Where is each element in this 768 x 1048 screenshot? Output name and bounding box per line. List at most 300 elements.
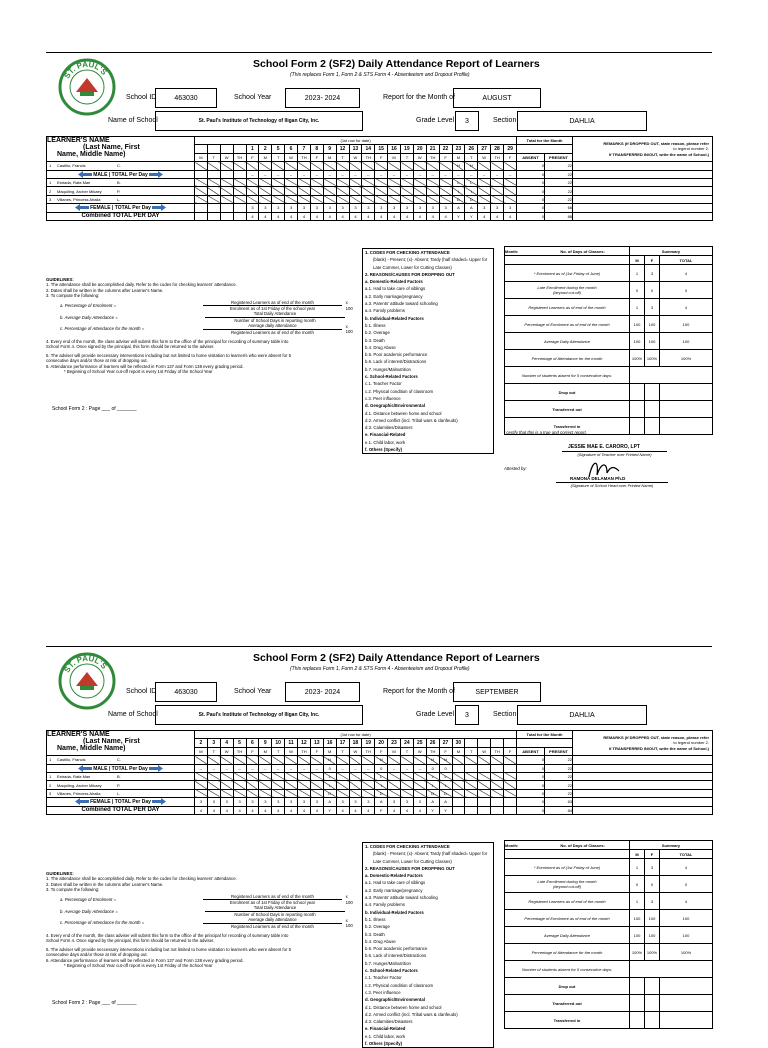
attendance-cell[interactable]	[452, 756, 465, 764]
attendance-cell[interactable]: D	[439, 789, 452, 797]
report-month-value: SEPTEMBER	[453, 682, 541, 702]
attendance-cell[interactable]	[413, 781, 426, 789]
legend-line: a.3. Parents' attitude toward schooling	[365, 895, 438, 901]
learner-row	[47, 162, 517, 170]
attendance-cell[interactable]	[233, 195, 246, 203]
attendance-cell[interactable]	[259, 789, 272, 797]
attendance-cell[interactable]	[195, 756, 208, 764]
attendance-cell[interactable]: L	[452, 178, 465, 186]
attendance-cell[interactable]	[388, 162, 401, 170]
school-id-label: School ID	[126, 94, 157, 101]
attendance-cell[interactable]: D	[323, 789, 336, 797]
date-cell: 20	[413, 145, 426, 153]
attendance-cell[interactable]	[310, 195, 323, 203]
attendance-cell[interactable]: I	[465, 187, 478, 195]
page-footer: School Form 2 : Page ___ of _______	[52, 405, 137, 412]
attendance-cell[interactable]	[504, 789, 517, 797]
attendance-cell[interactable]	[272, 772, 285, 780]
attendance-cell[interactable]	[401, 781, 414, 789]
attendance-cell[interactable]	[336, 789, 349, 797]
attendance-cell[interactable]	[310, 187, 323, 195]
attendance-cell[interactable]	[336, 162, 349, 170]
attendance-cell[interactable]	[323, 187, 336, 195]
certify-text: I certify that this is a true and correct report.	[504, 430, 587, 435]
attendance-cell[interactable]: L	[375, 772, 388, 780]
attendance-cell[interactable]	[478, 178, 491, 186]
learner-row	[47, 772, 517, 780]
attendance-cell[interactable]	[478, 187, 491, 195]
attendance-cell[interactable]: H	[426, 756, 439, 764]
attendance-cell[interactable]	[323, 195, 336, 203]
date-cell: 8	[310, 145, 323, 153]
attendance-cell[interactable]	[491, 789, 504, 797]
attendance-cell[interactable]	[362, 781, 375, 789]
attendance-cell[interactable]	[349, 781, 362, 789]
date-cell: 24	[401, 739, 414, 747]
learner-name-cell: 1 Estrada, Rafa Mae B.	[47, 178, 195, 186]
attendance-cell[interactable]	[195, 781, 208, 789]
legend-line: b.7. Hunger/Malnutrition	[365, 366, 411, 372]
attendance-cell[interactable]	[465, 756, 478, 764]
attendance-cell[interactable]	[401, 756, 414, 764]
section-label: Section	[493, 711, 517, 718]
attendance-cell[interactable]	[246, 789, 259, 797]
attendance-cell[interactable]	[207, 772, 220, 780]
attendance-cell[interactable]	[413, 162, 426, 170]
attendance-cell[interactable]	[504, 756, 517, 764]
attendance-cell[interactable]	[349, 195, 362, 203]
attendance-cell[interactable]	[401, 162, 414, 170]
attendance-cell[interactable]	[375, 162, 388, 170]
attendance-cell[interactable]: H	[465, 162, 478, 170]
remarks-cell[interactable]	[573, 178, 713, 186]
attendance-cell[interactable]	[207, 178, 220, 186]
attendance-cell[interactable]	[336, 756, 349, 764]
attendance-cell[interactable]	[285, 789, 298, 797]
attendance-cell[interactable]	[310, 789, 323, 797]
combined-total-cell: 4	[388, 212, 401, 220]
day-cell: T	[336, 747, 349, 755]
attendance-cell[interactable]	[478, 781, 491, 789]
attendance-cell[interactable]	[220, 187, 233, 195]
attendance-cell[interactable]	[259, 772, 272, 780]
attendance-cell[interactable]	[388, 195, 401, 203]
attendance-cell[interactable]	[220, 195, 233, 203]
attendance-cell[interactable]	[478, 789, 491, 797]
attendance-cell[interactable]	[504, 187, 517, 195]
attendance-cell[interactable]	[233, 162, 246, 170]
legend-line: 1. CODES FOR CHECKING ATTENDANCE	[365, 250, 450, 255]
attendance-cell[interactable]: I	[375, 781, 388, 789]
day-cell: F	[310, 747, 323, 755]
date-cell: 30	[452, 739, 465, 747]
attendance-cell[interactable]	[310, 756, 323, 764]
absent-total-cell: 0	[517, 170, 545, 178]
attendance-cell[interactable]	[246, 162, 259, 170]
attendance-cell[interactable]	[233, 756, 246, 764]
legend-line: b.2. Overage	[365, 330, 390, 336]
attendance-cell[interactable]	[362, 772, 375, 780]
male-total-row	[47, 764, 517, 772]
legend-line: (blank) - Present; (x)- Absent; Tardy (half shaded= Upper for	[373, 257, 488, 263]
summary-table: Month: No. of Days of Classes: Summary M F TOTAL * Enrolment as of (1st Friday of June) 1 3 4 Late Enrollment during the month (beyond cut-off) 0 0 0 Registered Learners as of end of the month 1 3 4 Percentage of Enrolment as of end of the month 100 100 100 Average Daily Attendance 100 100 100 Percentage of Attendance for the month 100% 100% 100% Number of students absent for 5 consecutive days: Drop out Transferred out Transferred in	[504, 840, 713, 1029]
attendance-cell[interactable]	[401, 789, 414, 797]
day-cell: T	[336, 153, 349, 161]
attendance-cell[interactable]: L	[439, 772, 452, 780]
attendance-cell[interactable]	[439, 195, 452, 203]
attendance-cell[interactable]	[336, 195, 349, 203]
attendance-cell[interactable]	[349, 162, 362, 170]
summary-row: Late Enrollment during the month (beyond cut-off) 0 0 0	[505, 876, 713, 893]
attendance-cell[interactable]	[285, 781, 298, 789]
remarks-cell[interactable]	[573, 212, 713, 220]
learner-row	[47, 756, 517, 764]
attendance-cell[interactable]	[207, 195, 220, 203]
attendance-cell[interactable]	[298, 756, 311, 764]
attendance-cell[interactable]	[207, 162, 220, 170]
attendance-cell[interactable]	[388, 772, 401, 780]
attendance-cell[interactable]	[452, 772, 465, 780]
attendance-cell[interactable]	[207, 781, 220, 789]
combined-total-cell: 4	[439, 212, 452, 220]
attendance-cell[interactable]	[259, 162, 272, 170]
remarks-row	[517, 187, 713, 195]
male-total-cell: --	[220, 764, 233, 772]
attendance-cell[interactable]	[285, 756, 298, 764]
attendance-cell[interactable]: I	[426, 781, 439, 789]
attendance-cell[interactable]: D	[426, 789, 439, 797]
attendance-cell[interactable]	[336, 187, 349, 195]
day-cell: T	[401, 153, 414, 161]
attendance-cell[interactable]	[426, 162, 439, 170]
day-cell: W	[413, 747, 426, 755]
attendance-cell[interactable]	[362, 187, 375, 195]
day-cell: M	[259, 153, 272, 161]
attendance-cell[interactable]	[362, 789, 375, 797]
attendance-cell[interactable]: L	[465, 178, 478, 186]
female-total-cell: A	[439, 798, 452, 806]
attendance-cell[interactable]: D	[465, 195, 478, 203]
attendance-cell[interactable]	[298, 162, 311, 170]
attendance-cell[interactable]	[413, 195, 426, 203]
male-total-cell: 0	[426, 764, 439, 772]
attendance-cell[interactable]	[465, 789, 478, 797]
attendance-cell[interactable]	[439, 187, 452, 195]
attendance-cell[interactable]	[349, 756, 362, 764]
female-total-cell: 3	[388, 204, 401, 212]
attendance-cell[interactable]	[349, 187, 362, 195]
attendance-cell[interactable]: I	[439, 781, 452, 789]
attendance-cell[interactable]	[220, 756, 233, 764]
attendance-cell[interactable]	[491, 772, 504, 780]
attendance-cell[interactable]	[426, 187, 439, 195]
attendance-cell[interactable]	[246, 756, 259, 764]
attendance-cell[interactable]	[298, 772, 311, 780]
attendance-cell[interactable]: I	[452, 187, 465, 195]
attendance-cell[interactable]	[349, 789, 362, 797]
male-total-cell: --	[272, 764, 285, 772]
attendance-cell[interactable]	[478, 756, 491, 764]
remarks-cell[interactable]	[573, 756, 713, 764]
combined-total-cell: Y	[323, 806, 336, 814]
attendance-cell[interactable]	[272, 781, 285, 789]
attendance-cell[interactable]	[285, 187, 298, 195]
day-cell: F	[504, 153, 517, 161]
attendance-cell[interactable]	[285, 772, 298, 780]
day-cell: W	[349, 747, 362, 755]
remarks-cell[interactable]	[573, 764, 713, 772]
date-cell: 28	[491, 145, 504, 153]
attendance-cell[interactable]	[220, 178, 233, 186]
combined-total-cell: 4	[246, 212, 259, 220]
attendance-cell[interactable]	[504, 178, 517, 186]
attendance-cell[interactable]	[298, 187, 311, 195]
attendance-cell[interactable]	[246, 195, 259, 203]
attendance-cell[interactable]	[310, 772, 323, 780]
present-total-cell: 22	[545, 772, 573, 780]
male-total-cell: 0	[375, 764, 388, 772]
remarks-row	[517, 212, 713, 220]
male-total-cell: --	[259, 764, 272, 772]
male-total-cell: --	[323, 170, 336, 178]
attendance-cell[interactable]	[362, 162, 375, 170]
attendance-cell[interactable]	[285, 195, 298, 203]
remarks-cell[interactable]	[573, 162, 713, 170]
attendance-cell[interactable]	[401, 187, 414, 195]
date-cell: 27	[478, 145, 491, 153]
absent-total-cell: 0	[517, 162, 545, 170]
attendance-cell[interactable]	[491, 781, 504, 789]
logo-text: ST. PAUL'S	[62, 653, 109, 675]
school-id-value: 463030	[155, 682, 217, 702]
attendance-cell[interactable]	[220, 781, 233, 789]
attendance-cell[interactable]: H	[375, 756, 388, 764]
remarks-cell[interactable]	[573, 798, 713, 806]
attendance-cell[interactable]	[195, 187, 208, 195]
attendance-cell[interactable]	[323, 178, 336, 186]
attendance-cell[interactable]: I	[323, 781, 336, 789]
attendance-cell[interactable]	[413, 178, 426, 186]
attendance-cell[interactable]	[246, 772, 259, 780]
attendance-cell[interactable]: H	[439, 756, 452, 764]
date-cell	[465, 739, 478, 747]
attendance-cell[interactable]	[375, 187, 388, 195]
attendance-cell[interactable]	[426, 178, 439, 186]
day-cell: TH	[426, 747, 439, 755]
form-subtitle: (This replaces Form 1, Form 2 & STS Form 4 - Absenteeism and Dropout Profile)	[290, 72, 470, 78]
attendance-cell[interactable]	[207, 187, 220, 195]
attendance-cell[interactable]	[195, 195, 208, 203]
female-total-cell: 3	[233, 798, 246, 806]
top-rule	[46, 646, 712, 647]
remarks-cell[interactable]	[573, 170, 713, 178]
learner-name-header: LEARNER'S NAME (Last Name, First Name, Middle Name)	[47, 137, 195, 162]
attendance-cell[interactable]	[298, 781, 311, 789]
attendance-cell[interactable]	[233, 187, 246, 195]
attendance-cell[interactable]	[220, 162, 233, 170]
present-header: PRESENT	[545, 153, 573, 161]
attendance-cell[interactable]	[310, 781, 323, 789]
female-total-cell	[220, 204, 233, 212]
attendance-cell[interactable]	[207, 756, 220, 764]
attendance-cell[interactable]	[491, 162, 504, 170]
remarks-cell[interactable]	[573, 204, 713, 212]
attendance-cell[interactable]	[439, 162, 452, 170]
combined-total-cell	[207, 212, 220, 220]
remarks-row	[517, 195, 713, 203]
form-title: School Form 2 (SF2) Daily Attendance Report of Learners	[253, 58, 540, 70]
attendance-cell[interactable]	[220, 789, 233, 797]
remarks-cell[interactable]	[573, 195, 713, 203]
attendance-cell[interactable]: H	[452, 162, 465, 170]
attendance-cell[interactable]	[491, 756, 504, 764]
attendance-cell[interactable]	[388, 756, 401, 764]
top-rule	[46, 52, 712, 53]
attendance-cell[interactable]	[272, 162, 285, 170]
male-total-cell: --	[336, 764, 349, 772]
male-total-cell	[233, 170, 246, 178]
attendance-cell[interactable]	[401, 195, 414, 203]
attendance-cell[interactable]	[195, 162, 208, 170]
attendance-cell[interactable]	[259, 187, 272, 195]
attendance-cell[interactable]	[259, 178, 272, 186]
attendance-cell[interactable]	[272, 178, 285, 186]
attendance-cell[interactable]	[310, 162, 323, 170]
remarks-cell[interactable]	[573, 772, 713, 780]
attendance-cell[interactable]	[426, 195, 439, 203]
attendance-cell[interactable]	[362, 178, 375, 186]
attendance-cell[interactable]	[207, 789, 220, 797]
attendance-cell[interactable]	[195, 772, 208, 780]
attendance-cell[interactable]	[465, 781, 478, 789]
attendance-cell[interactable]	[491, 178, 504, 186]
legend-line: b. Individual-Related Factors	[365, 909, 424, 915]
attendance-cell[interactable]	[349, 178, 362, 186]
attendance-cell[interactable]	[388, 187, 401, 195]
attendance-cell[interactable]	[504, 781, 517, 789]
summary-header: Summary	[630, 247, 713, 256]
attendance-cell[interactable]	[452, 789, 465, 797]
attendance-cell[interactable]	[336, 772, 349, 780]
attendance-cell[interactable]	[388, 781, 401, 789]
male-total-cell: --	[388, 170, 401, 178]
attendance-cell[interactable]	[375, 195, 388, 203]
attendance-cell[interactable]: L	[426, 772, 439, 780]
attendance-cell[interactable]	[246, 187, 259, 195]
attendance-cell[interactable]	[285, 178, 298, 186]
male-total-cell: --	[336, 170, 349, 178]
attendance-cell[interactable]	[504, 195, 517, 203]
attendance-cell[interactable]	[401, 772, 414, 780]
attendance-cell[interactable]	[323, 162, 336, 170]
attendance-cell[interactable]	[233, 781, 246, 789]
male-total-cell	[195, 170, 208, 178]
day-cell: T	[207, 153, 220, 161]
attendance-cell[interactable]	[259, 756, 272, 764]
male-total-cell	[478, 764, 491, 772]
form-title: School Form 2 (SF2) Daily Attendance Report of Learners	[253, 652, 540, 664]
remarks-cell[interactable]	[573, 789, 713, 797]
remarks-table	[516, 730, 713, 815]
attendance-cell[interactable]	[233, 178, 246, 186]
male-total-cell: --	[285, 764, 298, 772]
attendance-cell[interactable]	[259, 195, 272, 203]
day-cell: T	[272, 153, 285, 161]
date-cell: 20	[375, 739, 388, 747]
attendance-cell[interactable]	[504, 772, 517, 780]
combined-total-cell: 4	[426, 212, 439, 220]
remarks-cell[interactable]	[573, 806, 713, 814]
attendance-cell[interactable]	[375, 178, 388, 186]
attendance-cell[interactable]	[478, 772, 491, 780]
attendance-cell[interactable]	[452, 781, 465, 789]
attendance-cell[interactable]	[413, 187, 426, 195]
attendance-cell[interactable]	[491, 187, 504, 195]
attendance-cell[interactable]	[259, 781, 272, 789]
attendance-cell[interactable]	[310, 178, 323, 186]
attendance-cell[interactable]	[401, 178, 414, 186]
attendance-cell[interactable]	[504, 162, 517, 170]
attendance-cell[interactable]: L	[323, 772, 336, 780]
legend-line: e. Financial-Related	[365, 432, 406, 438]
attendance-cell[interactable]	[272, 195, 285, 203]
attendance-cell[interactable]	[195, 789, 208, 797]
attendance-cell[interactable]	[465, 772, 478, 780]
present-total-cell: 66	[545, 204, 573, 212]
attendance-cell[interactable]	[246, 781, 259, 789]
date-cell: 4	[220, 739, 233, 747]
legend-line: a.1. Had to take care of siblings	[365, 880, 426, 886]
attendance-cell[interactable]	[349, 772, 362, 780]
attendance-cell[interactable]	[298, 178, 311, 186]
attendance-cell[interactable]	[246, 178, 259, 186]
remarks-cell[interactable]	[573, 781, 713, 789]
attendance-cell[interactable]	[233, 789, 246, 797]
attendance-cell[interactable]	[298, 789, 311, 797]
attendance-cell[interactable]	[362, 756, 375, 764]
attendance-cell[interactable]	[272, 187, 285, 195]
attendance-cell[interactable]: D	[452, 195, 465, 203]
day-cell: F	[246, 153, 259, 161]
female-total-cell: 3	[375, 204, 388, 212]
attendance-cell[interactable]	[362, 195, 375, 203]
attendance-cell[interactable]	[195, 178, 208, 186]
attendance-cell[interactable]	[478, 195, 491, 203]
attendance-cell[interactable]	[439, 178, 452, 186]
attendance-cell[interactable]	[285, 162, 298, 170]
day-cell: TH	[233, 153, 246, 161]
attendance-cell[interactable]	[298, 195, 311, 203]
attendance-cell[interactable]	[272, 756, 285, 764]
remarks-cell[interactable]	[573, 187, 713, 195]
attendance-cell[interactable]	[220, 772, 233, 780]
attendance-cell[interactable]	[491, 195, 504, 203]
attendance-cell[interactable]	[478, 162, 491, 170]
attendance-cell[interactable]	[233, 772, 246, 780]
date-cell	[233, 145, 246, 153]
attendance-cell[interactable]	[388, 789, 401, 797]
female-total-cell: A	[375, 798, 388, 806]
attendance-cell[interactable]	[388, 178, 401, 186]
attendance-cell[interactable]	[413, 772, 426, 780]
attendance-cell[interactable]: H	[323, 756, 336, 764]
attendance-cell[interactable]	[336, 178, 349, 186]
attendance-cell[interactable]: D	[375, 789, 388, 797]
attendance-cell[interactable]	[336, 781, 349, 789]
attendance-cell[interactable]	[413, 789, 426, 797]
attendance-cell[interactable]	[413, 756, 426, 764]
attendance-cell[interactable]	[272, 789, 285, 797]
